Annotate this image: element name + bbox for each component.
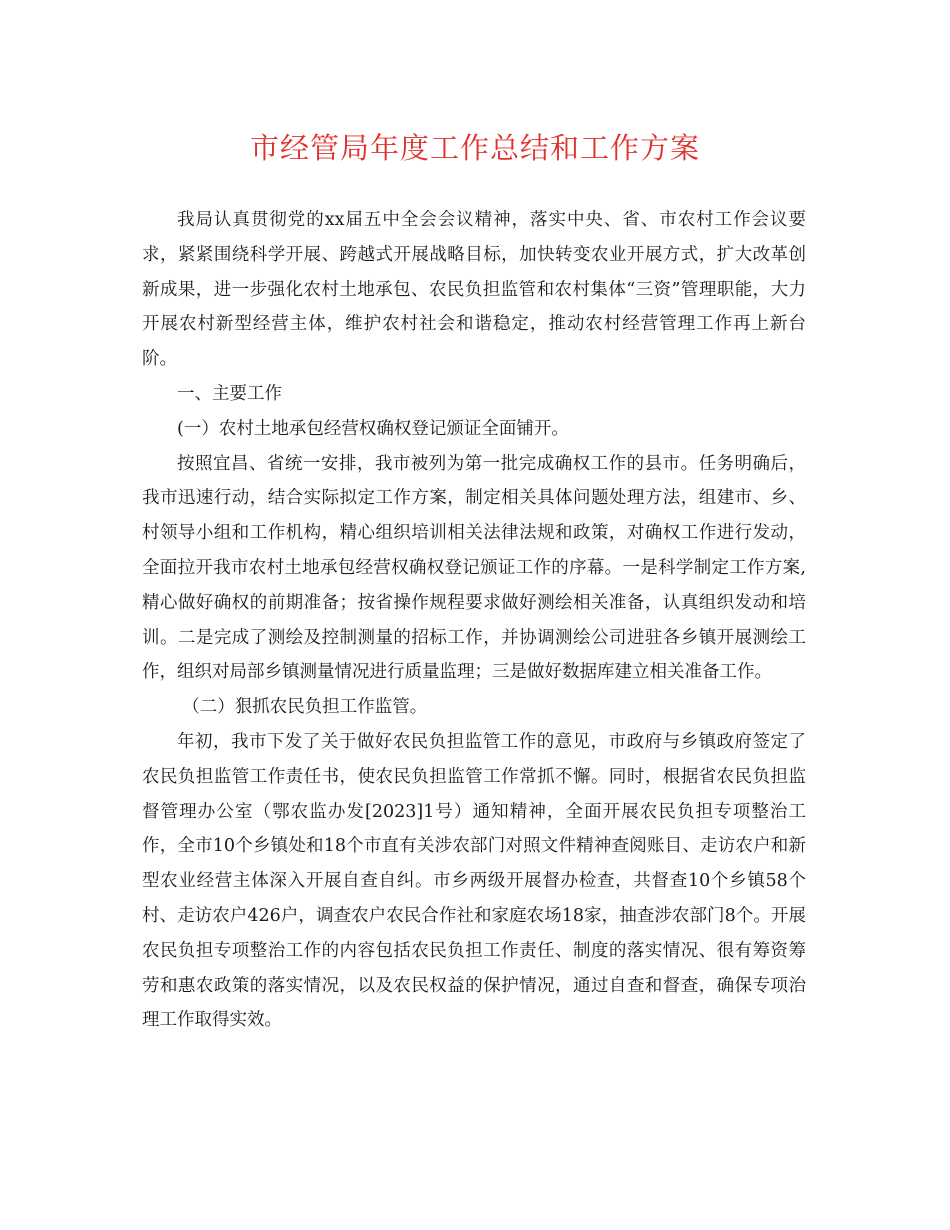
land-rights-paragraph: 按照宜昌、省统一安排，我市被列为第一批完成确权工作的县市。任务明确后，我市迅速行动，结合实际拟定工作方案，制定相关具体问题处理方法，组建市、乡、村领导小组和工作机构，精心组织培训相关法律法规和政策，对确权工作进行发动，全面拉开我市农村土地承包经营权确权登记颁证工作的序幕。一是科学制定工作方案,精心做好确权的前期准备；按省操作规程要求做好测绘相关准备，认真组织发动和培训。二是完成了测绘及控制测量的招标工作，并协调测绘公司进驻各乡镇开展测绘工作，组织对局部乡镇测量情况进行质量监理；三是做好数据库建立相关准备工作。 [142, 453, 806, 683]
document-body [142, 203, 806, 1038]
section-heading-main-work: 一、主要工作 [177, 383, 282, 404]
page-title: 市经管局年度工作总结和工作方案 [249, 131, 700, 165]
farmer-burden-paragraph: 年初，我市下发了关于做好农民负担监管工作的意见，市政府与乡镇政府签定了农民负担监管工作责任书，使农民负担监管工作常抓不懈。同时，根据省农民负担监督管理办公室（鄂农监办发[2023]1号）通知精神，全面开展农民负担专项整治工作，全市10个乡镇处和18个市直有关涉农部门对照文件精神查阅账目、走访农户和新型农业经营主体深入开展自查自纠。市乡两级开展督办检查，共督查10个乡镇58个村、走访农户426户，调查农户农民合作社和家庭农场18家，抽查涉农部门8个。开展农民负担专项整治工作的内容包括农民负担工作责任、制度的落实情况、很有筹资筹劳和惠农政策的落实情况，以及农民权益的保护情况，通过自查和督查，确保专项治理工作取得实效。 [142, 731, 806, 1031]
subsection-heading-land-rights: (一）农村土地承包经营权确权登记颁证全面铺开。 [177, 418, 569, 439]
intro-paragraph: 我局认真贯彻党的xx届五中全会会议精神，落实中央、省、市农村工作会议要求，紧紧围绕科学开展、跨越式开展战略目标，加快转变农业开展方式，扩大改革创新成果，进一步强化农村土地承包、农民负担监管和农村集体“三资”管理职能，大力开展农村新型经营主体，维护农村社会和谐稳定，推动农村经营管理工作再上新台阶。 [142, 210, 806, 370]
subsection-heading-farmer-burden: （二）狠抓农民负担工作监管。 [182, 697, 428, 718]
